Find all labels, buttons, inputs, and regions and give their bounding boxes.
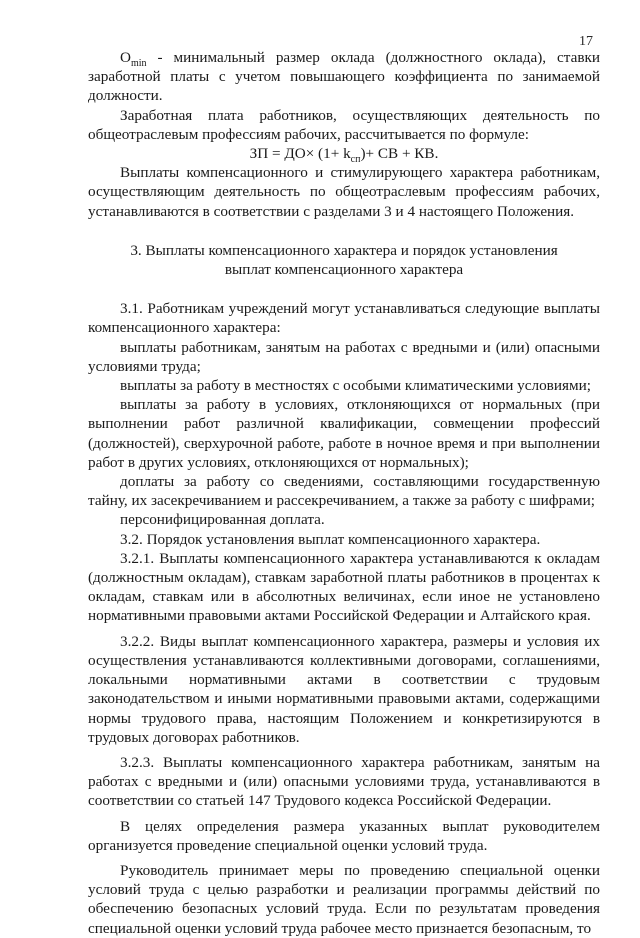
omin-symbol: $O_{min}$	[120, 49, 147, 70]
page-number: 17	[579, 34, 593, 49]
wage-formula-intro: Заработная плата работников, осуществляющих деятельность по общеотраслевым профессиям рабочих, рассчитывается по формуле:	[88, 106, 600, 143]
section-title-line-2: выплат компенсационного характера	[224, 261, 464, 279]
wage-formula: ЗП = $ДО\times (1+ k_{сп})+$ СВ + КВ.	[249, 145, 439, 166]
list-item-state-secret: доплаты за работу со сведениями, составляющими государственную тайну, их засекречиванием и рассекречиванием, а также за работу с шифрами;	[88, 473, 600, 510]
paragraph-3-1: 3.1. Работникам учреждений могут устанавливаться следующие выплаты компенсационного характера:	[88, 300, 600, 337]
list-item-personal-bonus: персонифицированная доплата.	[120, 511, 325, 529]
paragraph-special-assessment: В целях определения размера указанных выплат руководителем организуется проведение специальной оценки условий труда.	[88, 817, 600, 854]
list-item-climatic-conditions: выплаты за работу в местностях с особыми климатическими условиями;	[120, 377, 591, 395]
section-title-line-1: 3. Выплаты компенсационного характера и порядок установления	[130, 241, 558, 259]
paragraph-3-2-1: 3.2.1. Выплаты компенсационного характера устанавливаются к окладам (должностным окладам), ставкам заработной платы работников в процентах к окладам, ставкам или в абсолютных величинах, если иное не установлено нормативными правовыми актами Российской Федерации и Алтайского края.	[88, 549, 600, 625]
omin-definition	[88, 48, 600, 106]
document-body	[88, 48, 600, 938]
omin-definition-text: - минимальный размер оклада (должностного оклада), ставки заработной платы с учетом повышающего коэффициента по занимаемой должности.	[88, 49, 600, 105]
list-item-deviating-conditions: выплаты за работу в условиях, отклоняющихся от нормальных (при выполнении работ различной квалификации, совмещении профессий (должностей), сверхурочной работе, работе в ночное время и при выполнении работ в других условиях, отклоняющихся от нормальных);	[88, 396, 600, 471]
payments-intro: Выплаты компенсационного и стимулирующего характера работникам, осуществляющим деятельность по общеотраслевым профессиям рабочих, устанавливаются в соответствии с разделами 3 и 4 настоящего Положения.	[88, 164, 600, 220]
paragraph-3-2: 3.2. Порядок установления выплат компенсационного характера.	[120, 530, 541, 548]
list-item-harmful-conditions: выплаты работникам, занятым на работах с вредными и (или) опасными условиями труда;	[88, 338, 600, 375]
paragraph-3-2-3: 3.2.3. Выплаты компенсационного характера работникам, занятым на работах с вредными и (или) опасными условиями труда, устанавливаются в соответствии со статьей 147 Трудового кодекса Российской Федерации.	[88, 753, 600, 810]
paragraph-3-2-2: 3.2.2. Виды выплат компенсационного характера, размеры и условия их осуществления устанавливаются коллективными договорами, соглашениями, локальными нормативными актами в соответствии с трудовым законодательством и иными нормативными правовыми актами, содержащими нормы трудового права, настоящим Положением и конкретизируются в трудовых договорах работников.	[88, 632, 600, 746]
paragraph-manager-measures: Руководитель принимает меры по проведению специальной оценки условий труда с целью разработки и реализации программы действий по обеспечению безопасных условий труда. Если по результатам проведения специальной оценки условий труда рабочее место признается безопасным, то	[88, 861, 600, 937]
